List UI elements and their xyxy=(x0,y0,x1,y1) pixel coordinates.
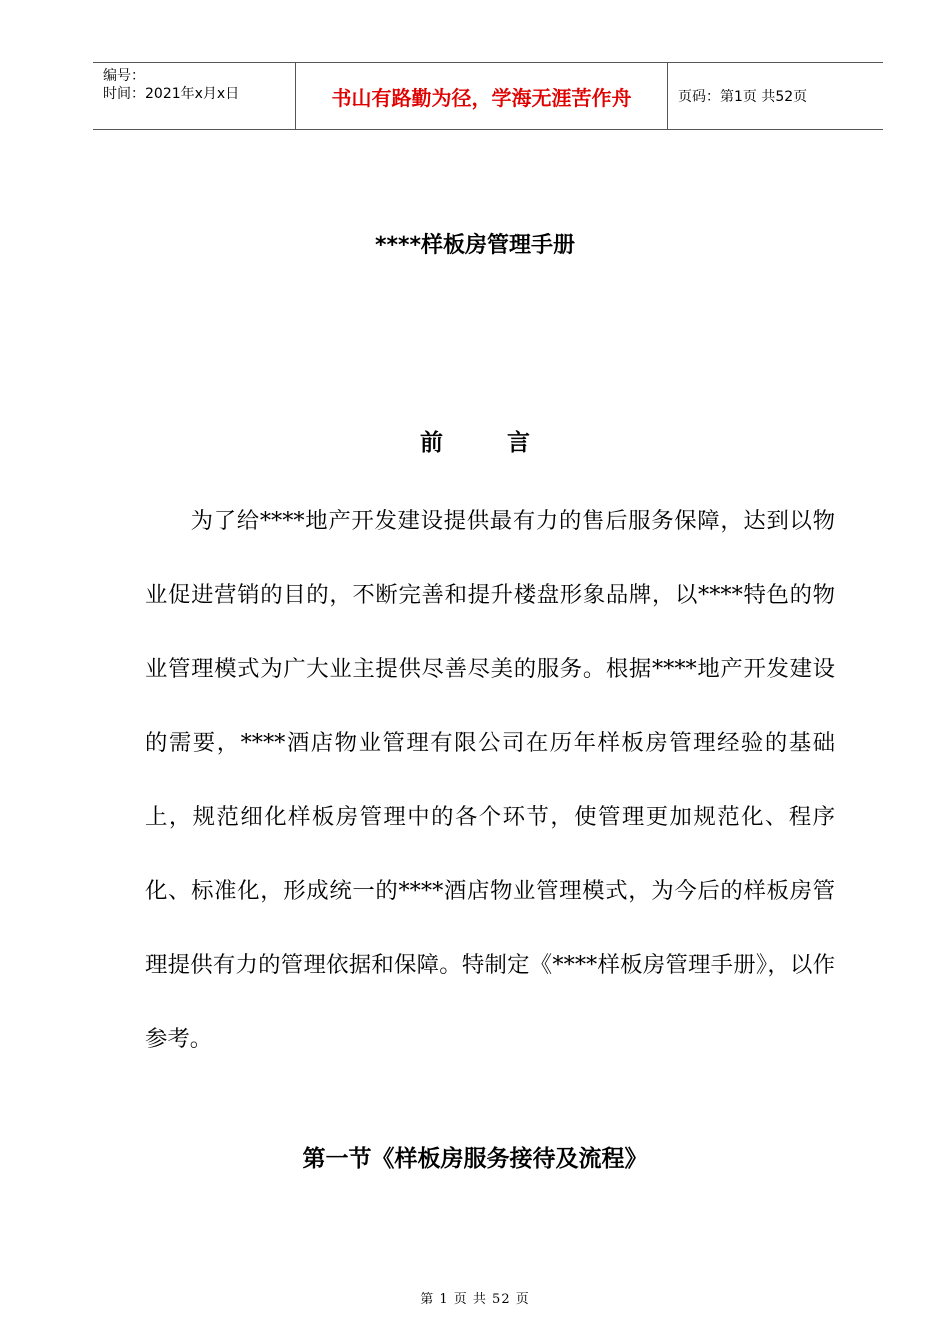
preface-paragraph: 为了给****地产开发建设提供最有力的售后服务保障，达到以物业促进营销的目的，不断完善和提升楼盘形象品牌，以****特色的物业管理模式为广大业主提供尽善尽美的服务。根据****地产开发建设的需要，****酒店物业管理有限公司在历年样板房管理经验的基础上，规范细化样板房管理中的各个环节，使管理更加规范化、程序化、标准化，形成统一的****酒店物业管理模式，为今后的样板房管理提供有力的管理依据和保障。特制定《****样板房管理手册》，以作参考。 xyxy=(145,508,835,1052)
section-heading: 第一节《样板房服务接待及流程》 xyxy=(302,1146,648,1172)
document-title: ****样板房管理手册 xyxy=(374,233,576,258)
page-footer: 第 1 页 共 52 页 xyxy=(420,1292,530,1307)
header-page-info: 页码：第1页 共52页 xyxy=(678,89,808,105)
page-header xyxy=(93,62,883,130)
preface-heading: 前 言 xyxy=(419,430,558,456)
document-time: 时间：2021年x月x日 xyxy=(103,86,240,102)
header-motto: 书山有路勤为径，学海无涯苦作舟 xyxy=(295,63,668,129)
document-number-label: 编号： xyxy=(103,68,145,84)
header-meta xyxy=(93,63,295,129)
